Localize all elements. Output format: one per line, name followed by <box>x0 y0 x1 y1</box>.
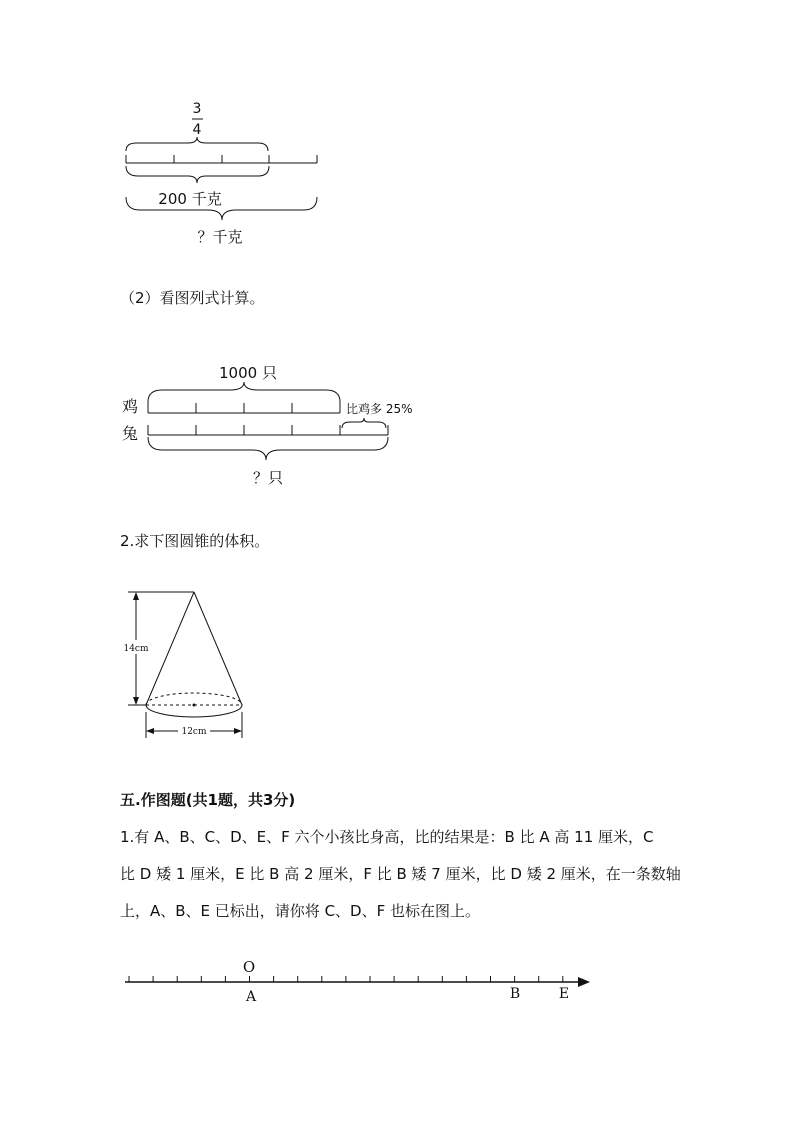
row-label-rabbit: 兔 <box>122 424 139 443</box>
section-5-line-2: 比 D 矮 1 厘米，E 比 B 高 2 厘米，F 比 B 矮 7 厘米，比 D 矮 2 厘米，在一条数轴 <box>120 865 681 883</box>
diameter-label: 12cm <box>181 727 207 737</box>
question-2-prompt: （2）看图列式计算。 <box>120 289 265 307</box>
label-1000: 1000 只 <box>219 364 277 382</box>
number-line-ticks <box>129 976 563 982</box>
label-more-25-percent: 比鸡多 25% <box>346 402 413 416</box>
label-question-animals: ？只 <box>252 469 284 487</box>
section-5-line-3: 上，A、B、E 已标出，请你将 C、D、F 也标在图上。 <box>120 902 480 920</box>
fraction-numerator: 3 <box>192 101 202 117</box>
section-5-line-1: 1.有 A、B、C、D、E、F 六个小孩比身高，比的结果是：B 比 A 高 11 厘米，C <box>120 828 654 846</box>
point-label-a: A <box>245 989 257 1005</box>
fraction-denominator: 4 <box>192 122 202 138</box>
origin-label: O <box>242 958 256 976</box>
arrow-head-right <box>578 977 590 987</box>
height-label: 14cm <box>123 644 149 654</box>
label-200-kg: 200 千克 <box>158 190 222 208</box>
label-question-kg: ？千克 <box>197 228 243 246</box>
point-label-b: B <box>509 986 521 1002</box>
question-cone-prompt: 2.求下图圆锥的体积。 <box>120 532 270 550</box>
row-label-chicken: 鸡 <box>122 397 139 416</box>
point-label-e: E <box>558 986 570 1002</box>
section-5-heading: 五.作图题(共1题，共3分) <box>120 791 296 809</box>
